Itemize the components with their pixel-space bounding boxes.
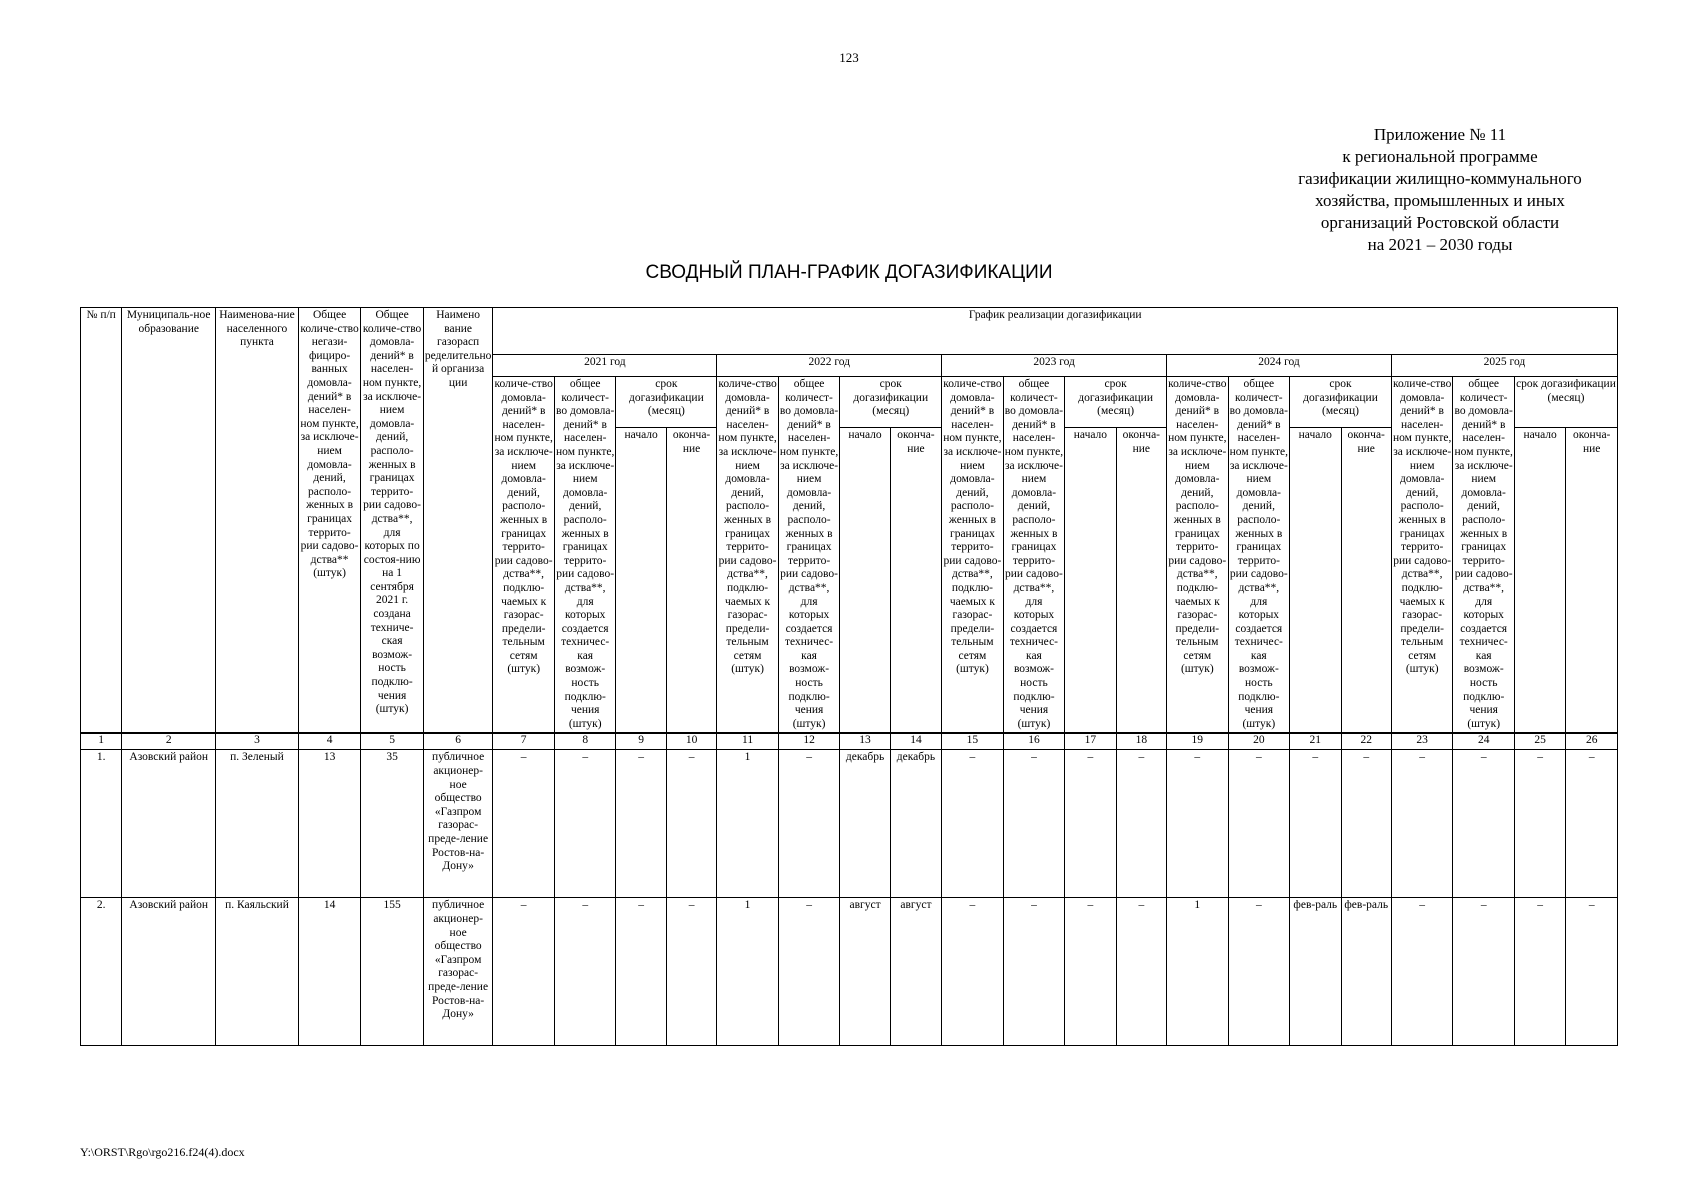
table-cell: –	[1514, 898, 1565, 1046]
header-year: 2023 год	[942, 355, 1167, 377]
table-cell: 2.	[81, 898, 122, 1046]
table-cell: декабрь	[890, 750, 941, 898]
header-gas-company: Наимено вание газорасп ределительной организа ции	[423, 308, 493, 734]
column-number-cell: 23	[1391, 733, 1453, 750]
column-number-cell: 7	[493, 733, 555, 750]
table-cell: –	[1341, 750, 1391, 898]
column-number-cell: 20	[1228, 733, 1290, 750]
table-cell: –	[778, 750, 840, 898]
table-cell: 1	[1167, 898, 1229, 1046]
header-count-connected: количе-ство домовла-дений* в населен-ном пункте, за исключе-нием домовла-дений, располо-женных в границах террито-рии садово-дства**, подклю-чаемых к газорас-предели-тельным сетям (штук)	[717, 377, 779, 734]
header-count-total: общее количест-во домовла-дений* в населен-ном пункте, за исключе-нием домовла-дений, располо-женных в границах террито-рии садово-дства**, для которых создается техничес-кая возмож-ность подклю-чения (штук)	[1453, 377, 1515, 734]
column-number-cell: 18	[1116, 733, 1166, 750]
table-cell: –	[1116, 898, 1166, 1046]
header-end: оконча-ние	[890, 428, 941, 734]
header-term: срок догазификации (месяц)	[1290, 377, 1392, 428]
header-start: начало	[1065, 428, 1116, 734]
table-cell: п. Зеленый	[216, 750, 299, 898]
file-path-footer: Y:\ORST\Rgo\rgo216.f24(4).docx	[80, 1145, 245, 1159]
column-number-cell: 8	[554, 733, 616, 750]
column-number-cell: 5	[361, 733, 424, 750]
column-number-cell: 14	[890, 733, 941, 750]
column-number-row	[81, 733, 1618, 750]
table-cell: –	[1514, 750, 1565, 898]
table-cell: декабрь	[840, 750, 890, 898]
header-number: № п/п	[81, 308, 122, 734]
column-number-cell: 12	[778, 733, 840, 750]
header-end: оконча-ние	[1341, 428, 1391, 734]
header-count-connected: количе-ство домовла-дений* в населен-ном пункте, за исключе-нием домовла-дений, располо-женных в границах террито-рии садово-дства**, подклю-чаемых к газорас-предели-тельным сетям (штук)	[1167, 377, 1229, 734]
header-term: срок догазификации (месяц)	[840, 377, 942, 428]
table-cell: –	[1003, 750, 1065, 898]
column-number-cell: 3	[216, 733, 299, 750]
header-year: 2025 год	[1391, 355, 1617, 377]
column-number-cell: 13	[840, 733, 890, 750]
table-cell: 1	[717, 750, 779, 898]
header-start: начало	[840, 428, 890, 734]
header-count-total: общее количест-во домовла-дений* в населен-ном пункте, за исключе-нием домовла-дений, располо-женных в границах террито-рии садово-дства**, для которых создается техничес-кая возмож-ность подклю-чения (штук)	[1228, 377, 1290, 734]
table-cell: –	[1003, 898, 1065, 1046]
plan-table	[80, 307, 1618, 1046]
appendix-line: газификации жилищно-коммунального	[1298, 169, 1582, 188]
column-number-cell: 4	[298, 733, 361, 750]
table-cell: –	[1228, 898, 1290, 1046]
header-year: 2022 год	[717, 355, 942, 377]
table-cell: –	[493, 750, 555, 898]
header-count-connected: количе-ство домовла-дений* в населен-ном пункте, за исключе-нием домовла-дений, располо-женных в границах террито-рии садово-дства**, подклю-чаемых к газорас-предели-тельным сетям (штук)	[493, 377, 555, 734]
header-start: начало	[1514, 428, 1565, 734]
header-term: срок догазификации (месяц)	[616, 377, 717, 428]
column-number-cell: 11	[717, 733, 779, 750]
header-term: срок догазификации (месяц)	[1514, 377, 1617, 428]
table-cell: –	[1228, 750, 1290, 898]
table-cell: –	[666, 898, 716, 1046]
table-cell: 1	[717, 898, 779, 1046]
header-schedule: График реализации догазификации	[493, 308, 1618, 355]
header-count-connected: количе-ство домовла-дений* в населен-ном пункте, за исключе-нием домовла-дений, располо-женных в границах террито-рии садово-дства**, подклю-чаемых к газорас-предели-тельным сетям (штук)	[942, 377, 1004, 734]
header-municipality: Муниципаль-ное образование	[122, 308, 216, 734]
header-end: оконча-ние	[1116, 428, 1166, 734]
header-term: срок догазификации (месяц)	[1065, 377, 1167, 428]
table-cell: –	[1167, 750, 1229, 898]
table-cell: –	[778, 898, 840, 1046]
table-cell: –	[616, 898, 666, 1046]
column-number-cell: 24	[1453, 733, 1515, 750]
appendix-line: к региональной программе	[1342, 147, 1538, 166]
header-settlement: Наименова-ние населенного пункта	[216, 308, 299, 734]
column-number-cell: 22	[1341, 733, 1391, 750]
table-cell: август	[890, 898, 941, 1046]
table-cell: –	[554, 750, 616, 898]
column-number-cell: 9	[616, 733, 666, 750]
table-cell: –	[1116, 750, 1166, 898]
appendix-line: на 2021 – 2030 годы	[1367, 235, 1513, 254]
column-number-cell: 10	[666, 733, 716, 750]
header-count-total: общее количест-во домовла-дений* в населен-ном пункте, за исключе-нием домовла-дений, располо-женных в границах террито-рии садово-дства**, для которых создается техничес-кая возмож-ность подклю-чения (штук)	[1003, 377, 1065, 734]
table-cell: –	[1290, 750, 1341, 898]
header-year: 2024 год	[1167, 355, 1392, 377]
column-number-cell: 26	[1566, 733, 1618, 750]
table-cell: –	[666, 750, 716, 898]
table-cell: –	[1391, 898, 1453, 1046]
table-cell: –	[493, 898, 555, 1046]
table-cell: Азовский район	[122, 750, 216, 898]
table-cell: –	[942, 898, 1004, 1046]
table-cell: –	[1566, 750, 1618, 898]
table-cell: публичное акционер-ное общество «Газпром газорас-преде-ление Ростов-на-Дону»	[423, 898, 493, 1046]
table-cell: –	[942, 750, 1004, 898]
header-year: 2021 год	[493, 355, 717, 377]
header-count-total: общее количест-во домовла-дений* в населен-ном пункте, за исключе-нием домовла-дений, располо-женных в границах террито-рии садово-дства**, для которых создается техничес-кая возмож-ность подклю-чения (штук)	[554, 377, 616, 734]
table-cell: –	[1065, 750, 1116, 898]
table-cell: 1.	[81, 750, 122, 898]
table-cell: 155	[361, 898, 424, 1046]
table-cell: –	[554, 898, 616, 1046]
header-ungasified-count: Общее количе-ство негази-фициро-ванных домовла-дений* в населен-ном пункте, за исключе-нием домовла-дений, располо-женных в границах террито-рии садово-дства** (штук)	[298, 308, 361, 734]
table-cell: 13	[298, 750, 361, 898]
document-title: СВОДНЫЙ ПЛАН-ГРАФИК ДОГАЗИФИКАЦИИ	[645, 262, 1053, 283]
header-count-total: общее количест-во домовла-дений* в населен-ном пункте, за исключе-нием домовла-дений, располо-женных в границах террито-рии садово-дства**, для которых создается техничес-кая возмож-ность подклю-чения (штук)	[778, 377, 840, 734]
table-cell: 35	[361, 750, 424, 898]
table-cell: –	[1391, 750, 1453, 898]
table-cell: –	[1453, 750, 1515, 898]
header-total-count: Общее количе-ство домовла-дений* в населен-ном пункте, за исключе-нием домовла-дений, располо-женных в границах террито-рии садово-дства**, для которых по состоя-нию на 1 сентября 2021 г. создана техниче-ская возмож-ность подклю-чения (штук)	[361, 308, 424, 734]
page-number: 123	[839, 50, 859, 65]
table-cell: –	[1065, 898, 1116, 1046]
table-cell: –	[1453, 898, 1515, 1046]
header-end: оконча-ние	[666, 428, 716, 734]
table-cell: 14	[298, 898, 361, 1046]
table-cell: публичное акционер-ное общество «Газпром газорас-преде-ление Ростов-на-Дону»	[423, 750, 493, 898]
column-number-cell: 15	[942, 733, 1004, 750]
column-number-cell: 25	[1514, 733, 1565, 750]
table-cell: п. Каяльский	[216, 898, 299, 1046]
appendix-line: Приложение № 11	[1373, 125, 1507, 144]
appendix-line: организаций Ростовской области	[1320, 213, 1560, 232]
column-number-cell: 16	[1003, 733, 1065, 750]
table-row	[81, 898, 1618, 1046]
column-number-cell: 6	[423, 733, 493, 750]
column-number-cell: 1	[81, 733, 122, 750]
header-end: оконча-ние	[1566, 428, 1618, 734]
table-cell: Азовский район	[122, 898, 216, 1046]
table-cell: фев-раль	[1290, 898, 1341, 1046]
table-cell: –	[616, 750, 666, 898]
header-count-connected: количе-ство домовла-дений* в населен-ном пункте, за исключе-нием домовла-дений, располо-женных в границах террито-рии садово-дства**, подклю-чаемых к газорас-предели-тельным сетям (штук)	[1391, 377, 1453, 734]
appendix-block	[1250, 124, 1630, 256]
header-start: начало	[1290, 428, 1341, 734]
column-number-cell: 21	[1290, 733, 1341, 750]
column-number-cell: 2	[122, 733, 216, 750]
header-start: начало	[616, 428, 666, 734]
table-cell: –	[1566, 898, 1618, 1046]
table-row	[81, 750, 1618, 898]
table-cell: август	[840, 898, 890, 1046]
appendix-line: хозяйства, промышленных и иных	[1315, 191, 1565, 210]
column-number-cell: 19	[1167, 733, 1229, 750]
table-cell: фев-раль	[1341, 898, 1391, 1046]
column-number-cell: 17	[1065, 733, 1116, 750]
